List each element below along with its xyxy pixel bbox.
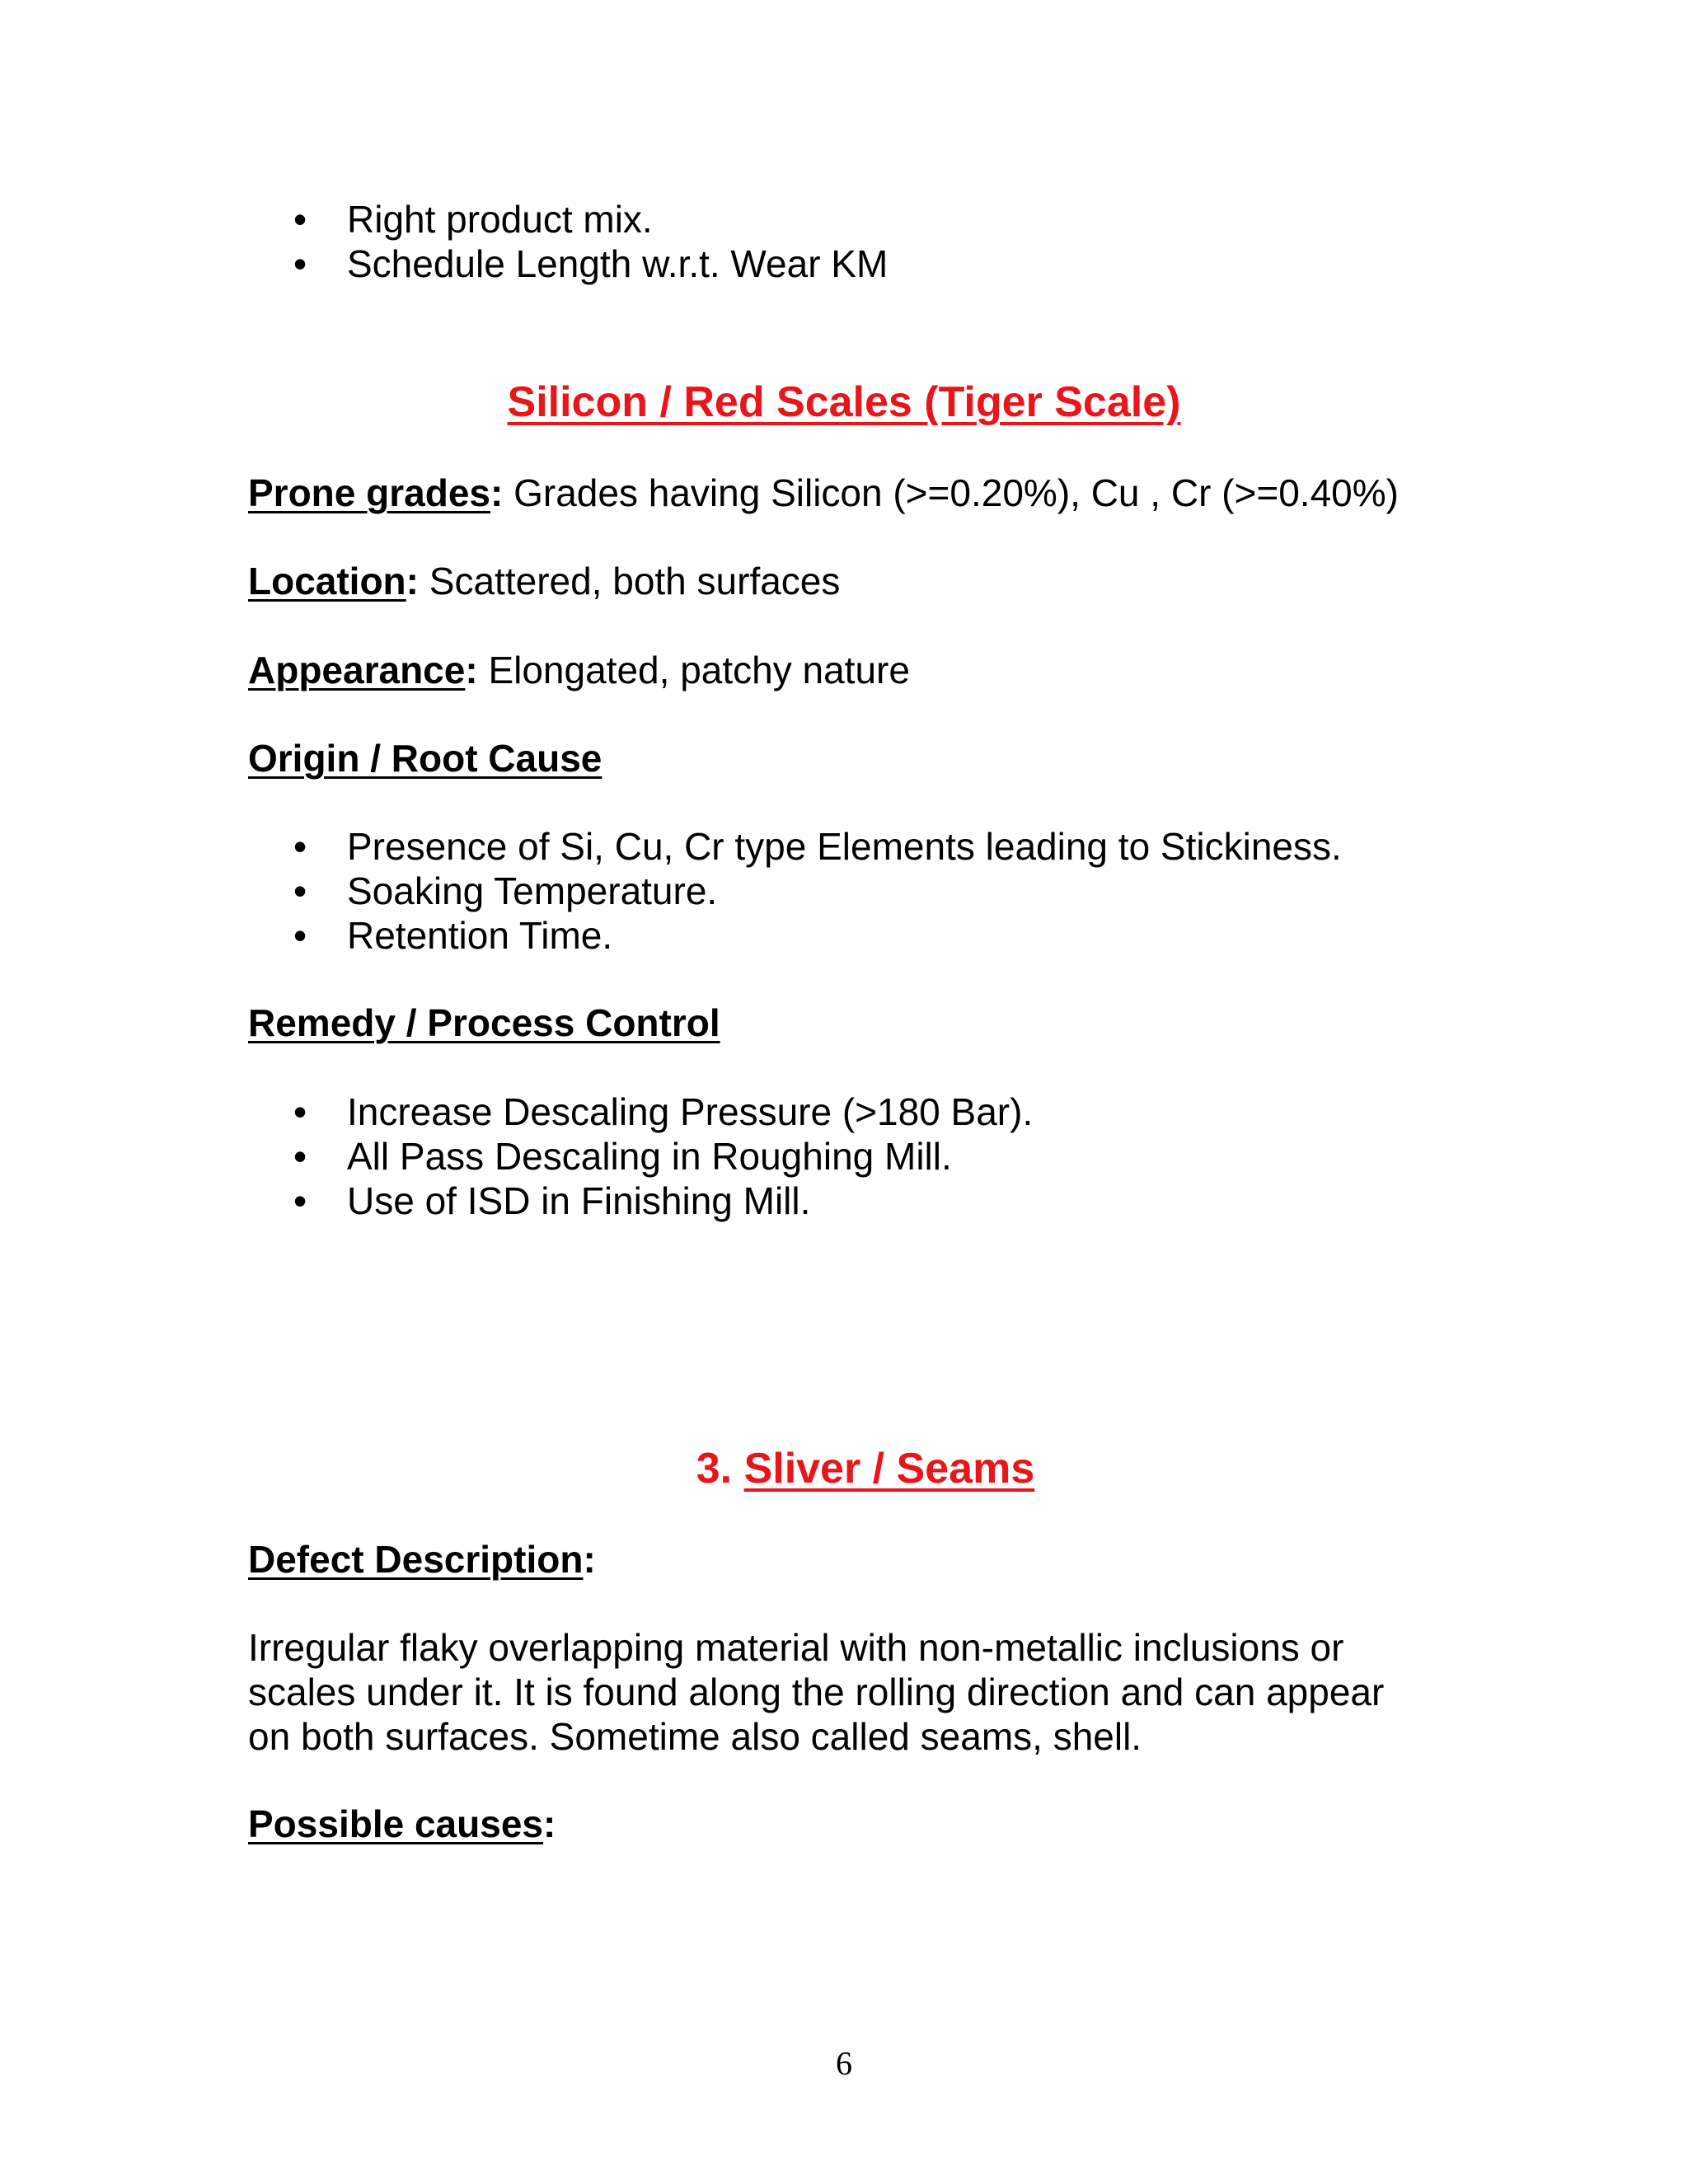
remedy-heading-text: Remedy / Process Control	[248, 1001, 720, 1044]
bullet-icon: •	[293, 242, 307, 285]
bullet-icon: •	[293, 198, 307, 241]
bullet-icon: •	[293, 1135, 307, 1178]
location-colon: :	[406, 560, 419, 602]
appearance-value: Elongated, patchy nature	[477, 649, 910, 691]
defect-description-colon: :	[583, 1538, 596, 1581]
appearance-label: Appearance	[248, 649, 466, 691]
list-item-text: Right product mix.	[347, 198, 653, 241]
origin-heading	[248, 736, 602, 780]
section-title-silicon	[0, 377, 1688, 427]
list-item	[0, 197, 888, 241]
section-title-silicon-text: Silicon / Red Scales (Tiger Scale)	[507, 378, 1181, 426]
location-label: Location	[248, 560, 406, 602]
prone-grades-value: Grades having Silicon (>=0.20%), Cu , Cr (>=0.40%)	[503, 471, 1399, 514]
prone-grades-label: Prone grades	[248, 471, 490, 514]
defect-description-label: Defect Description	[248, 1538, 584, 1581]
list-item	[0, 824, 1342, 869]
list-item-text: All Pass Descaling in Roughing Mill.	[347, 1135, 952, 1178]
origin-list	[0, 824, 1342, 958]
origin-heading-text: Origin / Root Cause	[248, 737, 603, 780]
location-value: Scattered, both surfaces	[419, 560, 841, 602]
list-item-text: Increase Descaling Pressure (>180 Bar).	[347, 1090, 1034, 1133]
paragraph-line: scales under it. It is found along the rolling direction and can appear	[248, 1671, 1385, 1713]
list-item-text: Retention Time.	[347, 914, 613, 957]
list-item	[0, 241, 888, 286]
list-item	[0, 913, 1342, 958]
paragraph-line: Irregular flaky overlapping material with non-metallic inclusions or	[248, 1626, 1344, 1669]
list-item	[0, 1179, 1033, 1223]
bullet-icon: •	[293, 914, 307, 957]
section-title-sliver	[0, 1444, 1688, 1493]
possible-causes-label: Possible causes	[248, 1802, 543, 1845]
list-item	[0, 869, 1342, 913]
defect-description-paragraph	[248, 1625, 1443, 1759]
appearance-colon: :	[465, 649, 478, 691]
paragraph-line: on both surfaces. Sometime also called seams, shell.	[248, 1715, 1142, 1758]
prone-grades-line	[248, 471, 1399, 515]
list-item-text: Soaking Temperature.	[347, 869, 718, 912]
page-number: 6	[836, 2045, 852, 2082]
location-line	[248, 559, 840, 603]
top-bullet-list	[0, 197, 888, 286]
appearance-line	[248, 648, 910, 692]
defect-description-heading	[248, 1537, 596, 1582]
list-item-text: Schedule Length w.r.t. Wear KM	[347, 242, 889, 285]
section-number: 3.	[696, 1445, 733, 1493]
remedy-list	[0, 1090, 1033, 1223]
list-item	[0, 1090, 1033, 1134]
bullet-icon: •	[293, 825, 307, 868]
list-item	[0, 1134, 1033, 1179]
bullet-icon: •	[293, 869, 307, 912]
bullet-icon: •	[293, 1090, 307, 1133]
bullet-icon: •	[293, 1179, 307, 1222]
list-item-text: Use of ISD in Finishing Mill.	[347, 1179, 811, 1222]
possible-causes-colon: :	[542, 1802, 556, 1845]
list-item-text: Presence of Si, Cu, Cr type Elements leading to Stickiness.	[347, 825, 1342, 868]
possible-causes-heading	[248, 1802, 556, 1846]
prone-grades-colon: :	[490, 471, 504, 514]
section-title-sliver-text: Sliver / Seams	[743, 1445, 1035, 1493]
remedy-heading	[248, 1001, 720, 1045]
